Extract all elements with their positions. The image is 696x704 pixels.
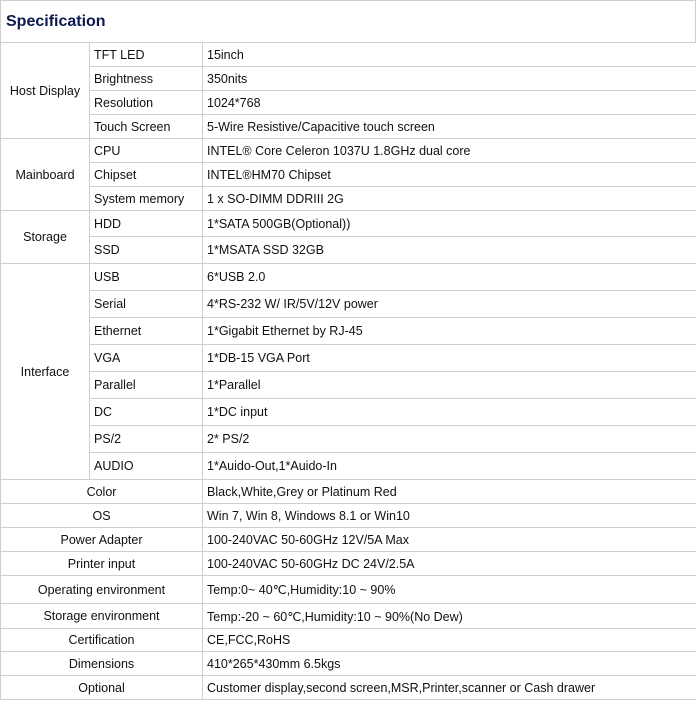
spec-value: 1*MSATA SSD 32GB (203, 237, 696, 264)
spec-label: Power Adapter (1, 528, 203, 552)
spec-label: CPU (90, 139, 203, 163)
table-row (1, 237, 696, 264)
spec-value: Customer display,second screen,MSR,Printer,scanner or Cash drawer (203, 676, 696, 700)
spec-label: Printer input (1, 552, 203, 576)
spec-value: Black,White,Grey or Platinum Red (203, 480, 696, 504)
spec-label: Storage environment (1, 604, 203, 629)
spec-label: Brightness (90, 67, 203, 91)
category-storage: Storage (1, 211, 90, 264)
table-row (1, 91, 696, 115)
spec-label: Parallel (90, 372, 203, 399)
spec-label: DC (90, 399, 203, 426)
table-row (1, 163, 696, 187)
table-row (1, 372, 696, 399)
spec-value: 410*265*430mm 6.5kgs (203, 652, 696, 676)
table-row (1, 291, 696, 318)
category-mainboard: Mainboard (1, 139, 90, 211)
spec-label: Operating environment (1, 576, 203, 604)
table-row (1, 67, 696, 91)
spec-label: SSD (90, 237, 203, 264)
spec-table (0, 42, 696, 700)
table-row (1, 528, 696, 552)
spec-value: 6*USB 2.0 (203, 264, 696, 291)
spec-value: 1*Parallel (203, 372, 696, 399)
table-row (1, 399, 696, 426)
spec-value: 100-240VAC 50-60GHz 12V/5A Max (203, 528, 696, 552)
spec-value: Temp:-20 ~ 60℃,Humidity:10 ~ 90%(No Dew) (203, 604, 696, 629)
spec-value: 4*RS-232 W/ IR/5V/12V power (203, 291, 696, 318)
table-row (1, 187, 696, 211)
table-row (1, 504, 696, 528)
table-row (1, 676, 696, 700)
table-row (1, 576, 696, 604)
spec-label: Ethernet (90, 318, 203, 345)
spec-value: 1*Gigabit Ethernet by RJ-45 (203, 318, 696, 345)
spec-value: 350nits (203, 67, 696, 91)
table-row (1, 211, 696, 237)
title-bar (0, 0, 696, 42)
table-row (1, 318, 696, 345)
spec-label: Serial (90, 291, 203, 318)
spec-label: Color (1, 480, 203, 504)
spec-label: TFT LED (90, 43, 203, 67)
table-row (1, 629, 696, 652)
spec-label: PS/2 (90, 426, 203, 453)
spec-value: 1*DB-15 VGA Port (203, 345, 696, 372)
table-row (1, 139, 696, 163)
table-row (1, 480, 696, 504)
spec-value: CE,FCC,RoHS (203, 629, 696, 652)
spec-label: Resolution (90, 91, 203, 115)
spec-value: 2* PS/2 (203, 426, 696, 453)
spec-label: Dimensions (1, 652, 203, 676)
spec-value: INTEL® Core Celeron 1037U 1.8GHz dual core (203, 139, 696, 163)
spec-value: 1*DC input (203, 399, 696, 426)
spec-value: Temp:0~ 40℃,Humidity:10 ~ 90% (203, 576, 696, 604)
table-row (1, 43, 696, 67)
spec-value: 100-240VAC 50-60GHz DC 24V/2.5A (203, 552, 696, 576)
spec-value: INTEL®HM70 Chipset (203, 163, 696, 187)
table-row (1, 115, 696, 139)
spec-value: Win 7, Win 8, Windows 8.1 or Win10 (203, 504, 696, 528)
spec-label: Certification (1, 629, 203, 652)
spec-label: AUDIO (90, 453, 203, 480)
category-host-display: Host Display (1, 43, 90, 139)
spec-label: Touch Screen (90, 115, 203, 139)
page-title: Specification (6, 12, 106, 30)
table-row (1, 652, 696, 676)
table-row (1, 453, 696, 480)
table-row (1, 264, 696, 291)
table-row (1, 426, 696, 453)
spec-label: OS (1, 504, 203, 528)
spec-value: 1*SATA 500GB(Optional)) (203, 211, 696, 237)
spec-value: 1*Auido-Out,1*Auido-In (203, 453, 696, 480)
table-row (1, 604, 696, 629)
spec-label: HDD (90, 211, 203, 237)
table-row (1, 345, 696, 372)
category-interface: Interface (1, 264, 90, 480)
spec-value: 5-Wire Resistive/Capacitive touch screen (203, 115, 696, 139)
spec-label: VGA (90, 345, 203, 372)
spec-value: 1 x SO-DIMM DDRIII 2G (203, 187, 696, 211)
spec-label: USB (90, 264, 203, 291)
spec-value: 1024*768 (203, 91, 696, 115)
spec-label: Optional (1, 676, 203, 700)
spec-label: Chipset (90, 163, 203, 187)
table-row (1, 552, 696, 576)
spec-value: 15inch (203, 43, 696, 67)
spec-label: System memory (90, 187, 203, 211)
